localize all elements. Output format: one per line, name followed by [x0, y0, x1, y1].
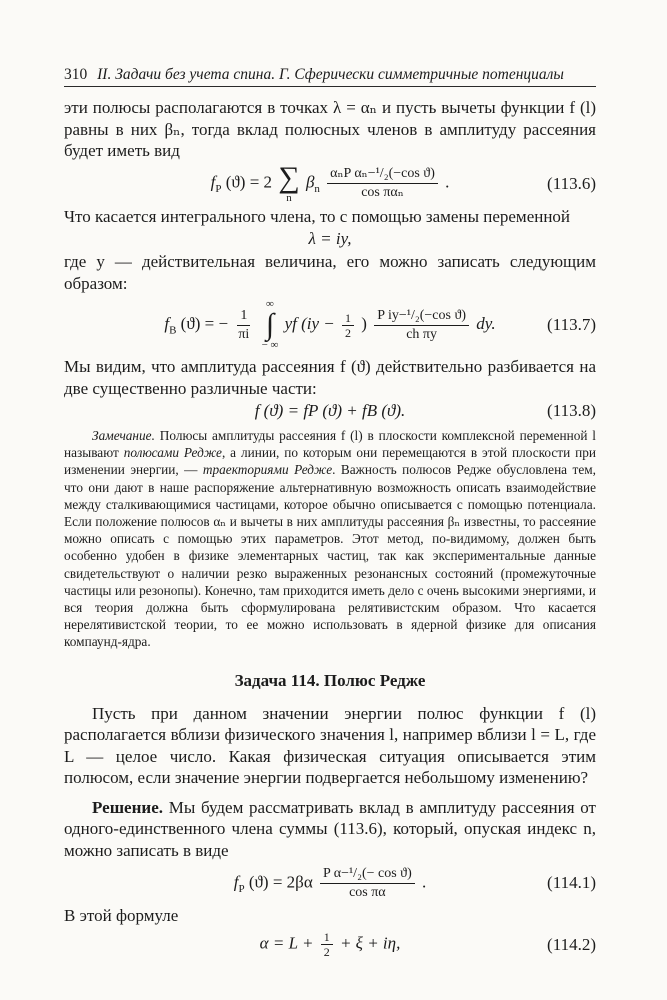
eq-113-6-lhs: f — [210, 172, 216, 192]
equation-114-1 — [64, 861, 596, 905]
paragraph-5: В этой формуле — [64, 906, 179, 926]
half-numerator: 1 — [342, 311, 354, 326]
equation-113-8 — [64, 399, 596, 423]
eq-114-2-rhs: + ξ + iη, — [339, 933, 401, 953]
equation-113-7 — [64, 294, 596, 356]
eq-114-1-number: (114.1) — [547, 873, 596, 893]
eq-113-7-numerator: P iy−¹/₂(−cos ϑ) — [374, 307, 469, 326]
note-text-3: . Важность полюсов Редже обусловлена тем, что они дают в наше распоряжение альтернативную возможность описать взаимодействие между сталкивающимися частицами, которое обычно описывается с помощью потенциала. Если положение полюсов αₙ и вычеты в них амплитуды рассеяния βₙ известны, то рассеяние можно описать с помощью этих параметров. Этот метод, по-видимому, должен быть особенно удобен в физике элементарных частиц, так как экспериментальные данные свидетельствуют о наличии резко выраженных резонансных состояний (промежуточные частицы или резонопы). Конечно, там приходится иметь дело с очень высокими энергиями, и вся теория должна быть сформулирована релятивистским образом. Что касается нерелятивистской теории, то ее можно использовать в ядерной физике для описания компаунд-ядра. — [64, 462, 596, 650]
eq-113-6-tail: . — [445, 172, 450, 192]
eq-113-6-number: (113.6) — [547, 173, 596, 193]
sum-operator — [278, 163, 299, 204]
eq-113-7-lhs: f — [164, 313, 170, 333]
integrand-part-1: yf (iy − — [284, 313, 335, 333]
sum-index: n — [286, 192, 292, 204]
paragraph-2: Что касается интегрального члена, то с помощью замены переменной — [64, 206, 571, 226]
solution-text: Мы будем рассматривать вклад в амплитуду рассеяния от одного-единственного члена суммы (113.6), который, опуская индекс n, можно записать в виде — [64, 797, 596, 860]
integrand-part-2: ) — [361, 313, 367, 333]
running-title: II. Задачи без учета спина. Г. Сферически симметричные потенциалы — [97, 66, 564, 83]
remark-note — [64, 427, 596, 651]
integral-symbol: ∫ — [265, 308, 275, 341]
eq-113-6-lhs-sub: P — [215, 182, 222, 195]
eq-113-6-lhs-arg: (ϑ) = 2 — [225, 172, 273, 192]
paragraph-1: эти полюсы располагаются в точках λ = αₙ и пусть вычеты функции f (l) равны в них βₙ, тогда вклад полюсных членов в амплитуду рассеяния будет иметь вид — [64, 98, 596, 160]
eq-113-7-lhs-sub: B — [169, 324, 177, 337]
integral-lower-limit: − ∞ — [261, 339, 279, 351]
eq-114-1-tail: . — [422, 872, 427, 892]
sum-symbol: ∑ — [278, 161, 300, 194]
equation-114-2 — [64, 927, 596, 963]
eq-113-6-denominator: cos παₙ — [361, 185, 404, 200]
equation-113-6 — [64, 162, 596, 206]
eq-113-7-number: (113.7) — [547, 315, 596, 334]
eq-113-7-lhs-arg: (ϑ) = − — [180, 313, 229, 333]
eq-113-8-number: (113.8) — [547, 401, 596, 420]
integral-operator — [262, 299, 279, 351]
eq-114-1-denominator: cos πα — [349, 884, 386, 900]
page-number: 310 — [64, 66, 88, 83]
coef-denominator: πi — [238, 326, 250, 342]
half-denominator: 2 — [345, 325, 352, 340]
note-term-regge-poles: полюсами Редже — [123, 445, 222, 461]
section-title: Задача 114. Полюс Редже — [234, 670, 426, 690]
eq-113-7-coefficient — [235, 307, 252, 344]
solution-paragraph — [64, 797, 596, 862]
eq-113-6-numerator: αₙP αₙ−¹/₂(−cos ϑ) — [327, 165, 438, 184]
running-header — [64, 66, 596, 87]
eq-113-6-fraction — [327, 165, 438, 202]
eq-114-2-half — [321, 930, 333, 959]
paragraph-3: где y — действительная величина, его можно записать следующим образом: — [64, 252, 596, 293]
substitution-formula: λ = iy, — [308, 229, 352, 248]
eq-113-7-fraction — [374, 307, 469, 344]
eq-114-2-half-denominator: 2 — [323, 945, 330, 960]
eq-114-1-fraction — [320, 865, 415, 902]
eq-114-1-lhs-sub: P — [238, 882, 245, 895]
solution-label: Решение. — [92, 797, 163, 817]
equation-substitution — [64, 227, 596, 251]
eq-113-8-formula: f (ϑ) = fP (ϑ) + fB (ϑ). — [254, 401, 406, 420]
integral-upper-limit: ∞ — [266, 298, 274, 310]
problem-statement: Пусть при данном значении энергии полюс функции f (l) располагается вблизи физического значения l, например вблизи l = L, где L — целое число. Какая физическая ситуация описывается этим полюсом, если значение энергии подвергается небольшому изменению? — [64, 703, 596, 788]
eq-114-1-numerator: P α−¹/₂(− cos ϑ) — [320, 865, 415, 884]
eq-114-2-half-numerator: 1 — [321, 930, 333, 945]
note-text-1: Полюсы амплитуды рассеяния f (l) в плоскости комплексной переменной l называют — [64, 428, 596, 461]
half-fraction — [342, 311, 354, 340]
eq-113-6-beta: β — [305, 172, 315, 192]
eq-114-1-lhs-arg: (ϑ) = 2βα — [248, 872, 313, 892]
coef-numerator: 1 — [237, 307, 250, 326]
note-label: Замечание. — [92, 428, 155, 443]
eq-113-7-tail: dy. — [476, 313, 496, 333]
note-text-2: , а линии, по которым они перемещаются в этой плоскости при изменении энергии, — — [64, 445, 597, 478]
eq-113-6-beta-sub: n — [314, 182, 320, 195]
eq-113-7-denominator: ch πy — [406, 326, 438, 342]
book-page — [64, 66, 596, 963]
eq-114-2-number: (114.2) — [547, 934, 596, 954]
paragraph-4: Мы видим, что амплитуда рассеяния f (ϑ) действительно разбивается на две существенно различные части: — [64, 357, 596, 398]
eq-114-1-lhs: f — [233, 872, 239, 892]
note-term-regge-trajectories: траекториями Редже — [202, 462, 333, 478]
eq-114-2-lhs: α = L + — [259, 933, 314, 953]
